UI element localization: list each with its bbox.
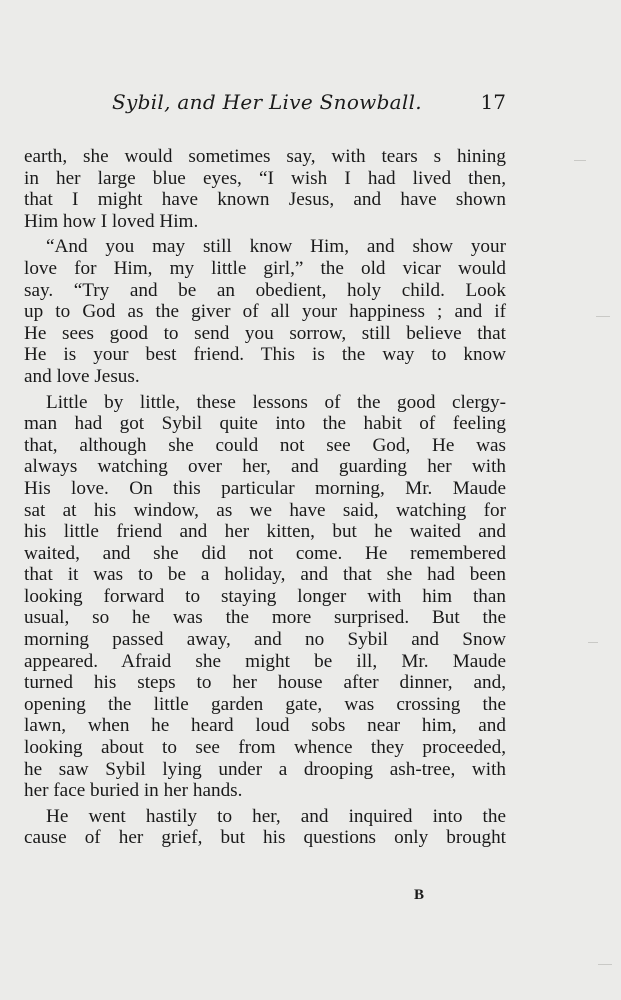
text-line: appeared. Afraid she might be ill, Mr. Maude <box>24 650 506 672</box>
margin-mark <box>596 316 610 317</box>
text-line: that I might have known Jesus, and have shown <box>24 189 506 211</box>
paragraph <box>24 146 506 232</box>
page-header <box>24 90 506 126</box>
text-line: looking forward to staying longer with him than <box>24 585 506 607</box>
text-line: opening the little garden gate, was crossing the <box>24 693 506 715</box>
text-line: looking about to see from whence they proceeded, <box>24 737 506 759</box>
text-line: morning passed away, and no Sybil and Snow <box>24 629 506 651</box>
text-line: cause of her grief, but his questions only brought <box>24 827 506 849</box>
text-line: say. “Try and be an obedient, holy child. Look <box>24 279 506 301</box>
body-text <box>24 146 506 849</box>
text-line: he saw Sybil lying under a drooping ash-tree, with <box>24 758 506 780</box>
paragraph <box>24 236 506 387</box>
text-line: turned his steps to her house after dinner, and, <box>24 672 506 694</box>
text-line: sat at his window, as we have said, watching for <box>24 499 506 521</box>
text-line: Little by little, these lessons of the good clergy- <box>46 391 506 413</box>
text-line: He is your best friend. This is the way to know <box>24 344 506 366</box>
text-line: His love. On this particular morning, Mr. Maude <box>24 477 506 499</box>
text-line: that it was to be a holiday, and that she had been <box>24 564 506 586</box>
page-number: 17 <box>480 90 506 114</box>
text-line: “And you may still know Him, and show your <box>46 236 506 258</box>
running-title: Sybil, and Her Live Snowball. <box>112 90 422 114</box>
paragraph <box>24 806 506 849</box>
text-line: up to God as the giver of all your happiness ; and if <box>24 301 506 323</box>
text-line: He sees good to send you sorrow, still believe that <box>24 322 506 344</box>
margin-mark <box>574 160 586 161</box>
margin-mark <box>588 642 598 643</box>
text-line: earth, she would sometimes say, with tears s hining <box>24 146 506 167</box>
text-line: her face buried in her hands. <box>24 780 243 802</box>
text-line: waited, and she did not come. He remembered <box>24 542 506 564</box>
text-line: and love Jesus. <box>24 365 140 387</box>
text-line: man had got Sybil quite into the habit of feeling <box>24 413 506 435</box>
text-line: his little friend and her kitten, but he waited and <box>24 521 506 543</box>
text-line: Him how I loved Him. <box>24 210 199 232</box>
text-line: lawn, when he heard loud sobs near him, and <box>24 715 506 737</box>
text-line: that, although she could not see God, He was <box>24 434 506 456</box>
text-line: in her large blue eyes, “I wish I had lived then, <box>24 167 506 189</box>
text-line: He went hastily to her, and inquired into the <box>46 805 506 827</box>
signature-mark: B <box>414 887 425 903</box>
text-line: always watching over her, and guarding her with <box>24 456 506 478</box>
paragraph <box>24 392 506 802</box>
text-line: love for Him, my little girl,” the old vicar would <box>24 257 506 279</box>
text-line: usual, so he was the more surprised. But the <box>24 607 506 629</box>
margin-mark <box>598 964 612 965</box>
